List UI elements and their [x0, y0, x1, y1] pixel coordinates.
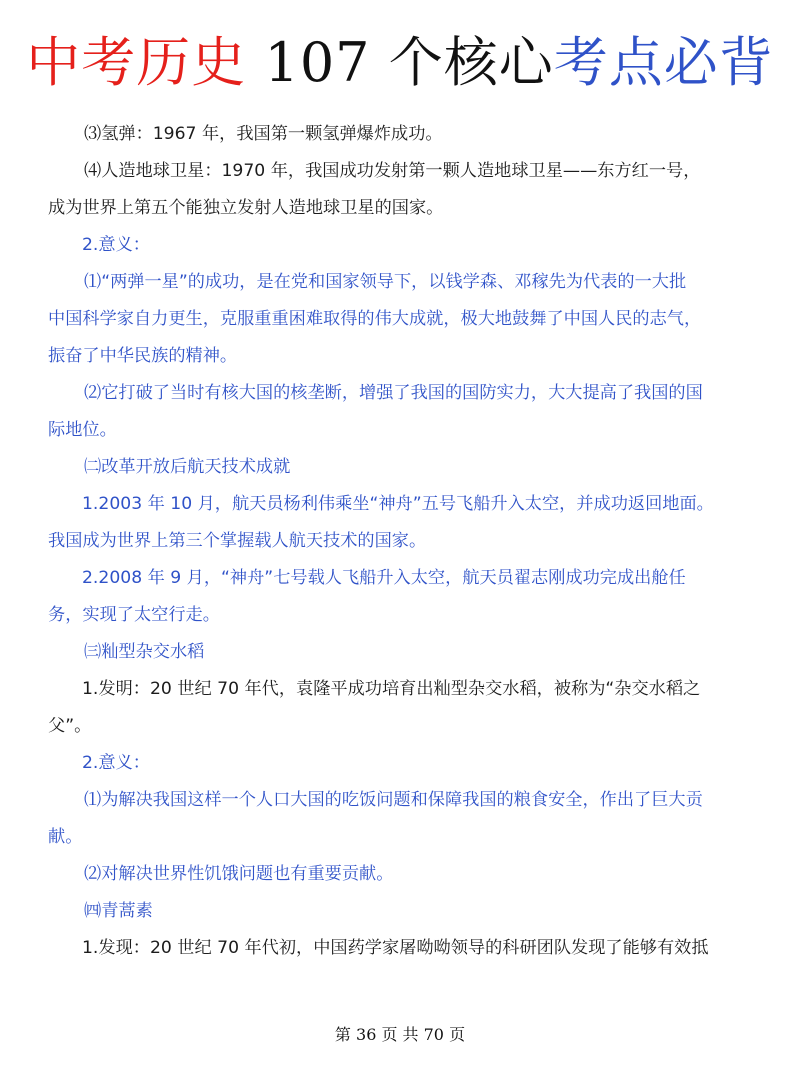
text-line: 2.2008 年 9 月，“神舟”七号载人飞船升入太空，航天员翟志刚成功完成出舱任	[82, 568, 686, 588]
document-body	[48, 116, 760, 967]
text-line: ㈣青蒿素	[84, 901, 153, 921]
text-line: ㈢籼型杂交水稻	[84, 642, 205, 662]
text-line: 务，实现了太空行走。	[48, 605, 220, 625]
text-line: 2.意义：	[82, 753, 150, 773]
text-line: 1.发现：20 世纪 70 年代初，中国药学家屠呦呦领导的科研团队发现了能够有效抵	[82, 938, 709, 958]
page-footer: 第 36 页 共 70 页	[334, 1025, 466, 1044]
text-line: 我国成为世界上第三个掌握载人航天技术的国家。	[48, 531, 427, 551]
text-line: 中国科学家自力更生，克服重重困难取得的伟大成就，极大地鼓舞了中国人民的志气，	[48, 309, 702, 329]
text-line: ⑵对解决世界性饥饿问题也有重要贡献。	[84, 864, 394, 884]
text-line: ㈡改革开放后航天技术成就	[84, 457, 291, 477]
page-title	[0, 28, 800, 98]
text-line: 成为世界上第五个能独立发射人造地球卫星的国家。	[48, 198, 444, 218]
text-line: 父”。	[48, 716, 92, 736]
title-red-part: 中考历史	[26, 31, 247, 94]
title-black-part: 107 个核心	[246, 31, 554, 94]
text-line: 1.2003 年 10 月，航天员杨利伟乘坐“神舟”五号飞船升入太空，并成功返回地面。	[82, 494, 714, 514]
text-line: 振奋了中华民族的精神。	[48, 346, 238, 366]
text-line: 献。	[48, 827, 83, 847]
text-line: ⑴“两弹一星”的成功，是在党和国家领导下，以钱学森、邓稼先为代表的一大批	[84, 272, 687, 292]
text-line: ⑷人造地球卫星：1970 年，我国成功发射第一颗人造地球卫星——东方红一号，	[84, 161, 701, 181]
text-line: ⑴为解决我国这样一个人口大国的吃饭问题和保障我国的粮食安全，作出了巨大贡	[84, 790, 703, 810]
text-line: 2.意义：	[82, 235, 150, 255]
text-line: 1.发明：20 世纪 70 年代，袁隆平成功培育出籼型杂交水稻，被称为“杂交水稻之	[82, 679, 701, 699]
title-blue-part: 考点必背	[553, 31, 774, 94]
text-line: ⑵它打破了当时有核大国的核垄断，增强了我国的国防实力，大大提高了我国的国	[84, 383, 703, 403]
text-line: 际地位。	[48, 420, 117, 440]
text-line: ⑶氢弹：1967 年，我国第一颗氢弹爆炸成功。	[84, 124, 443, 144]
